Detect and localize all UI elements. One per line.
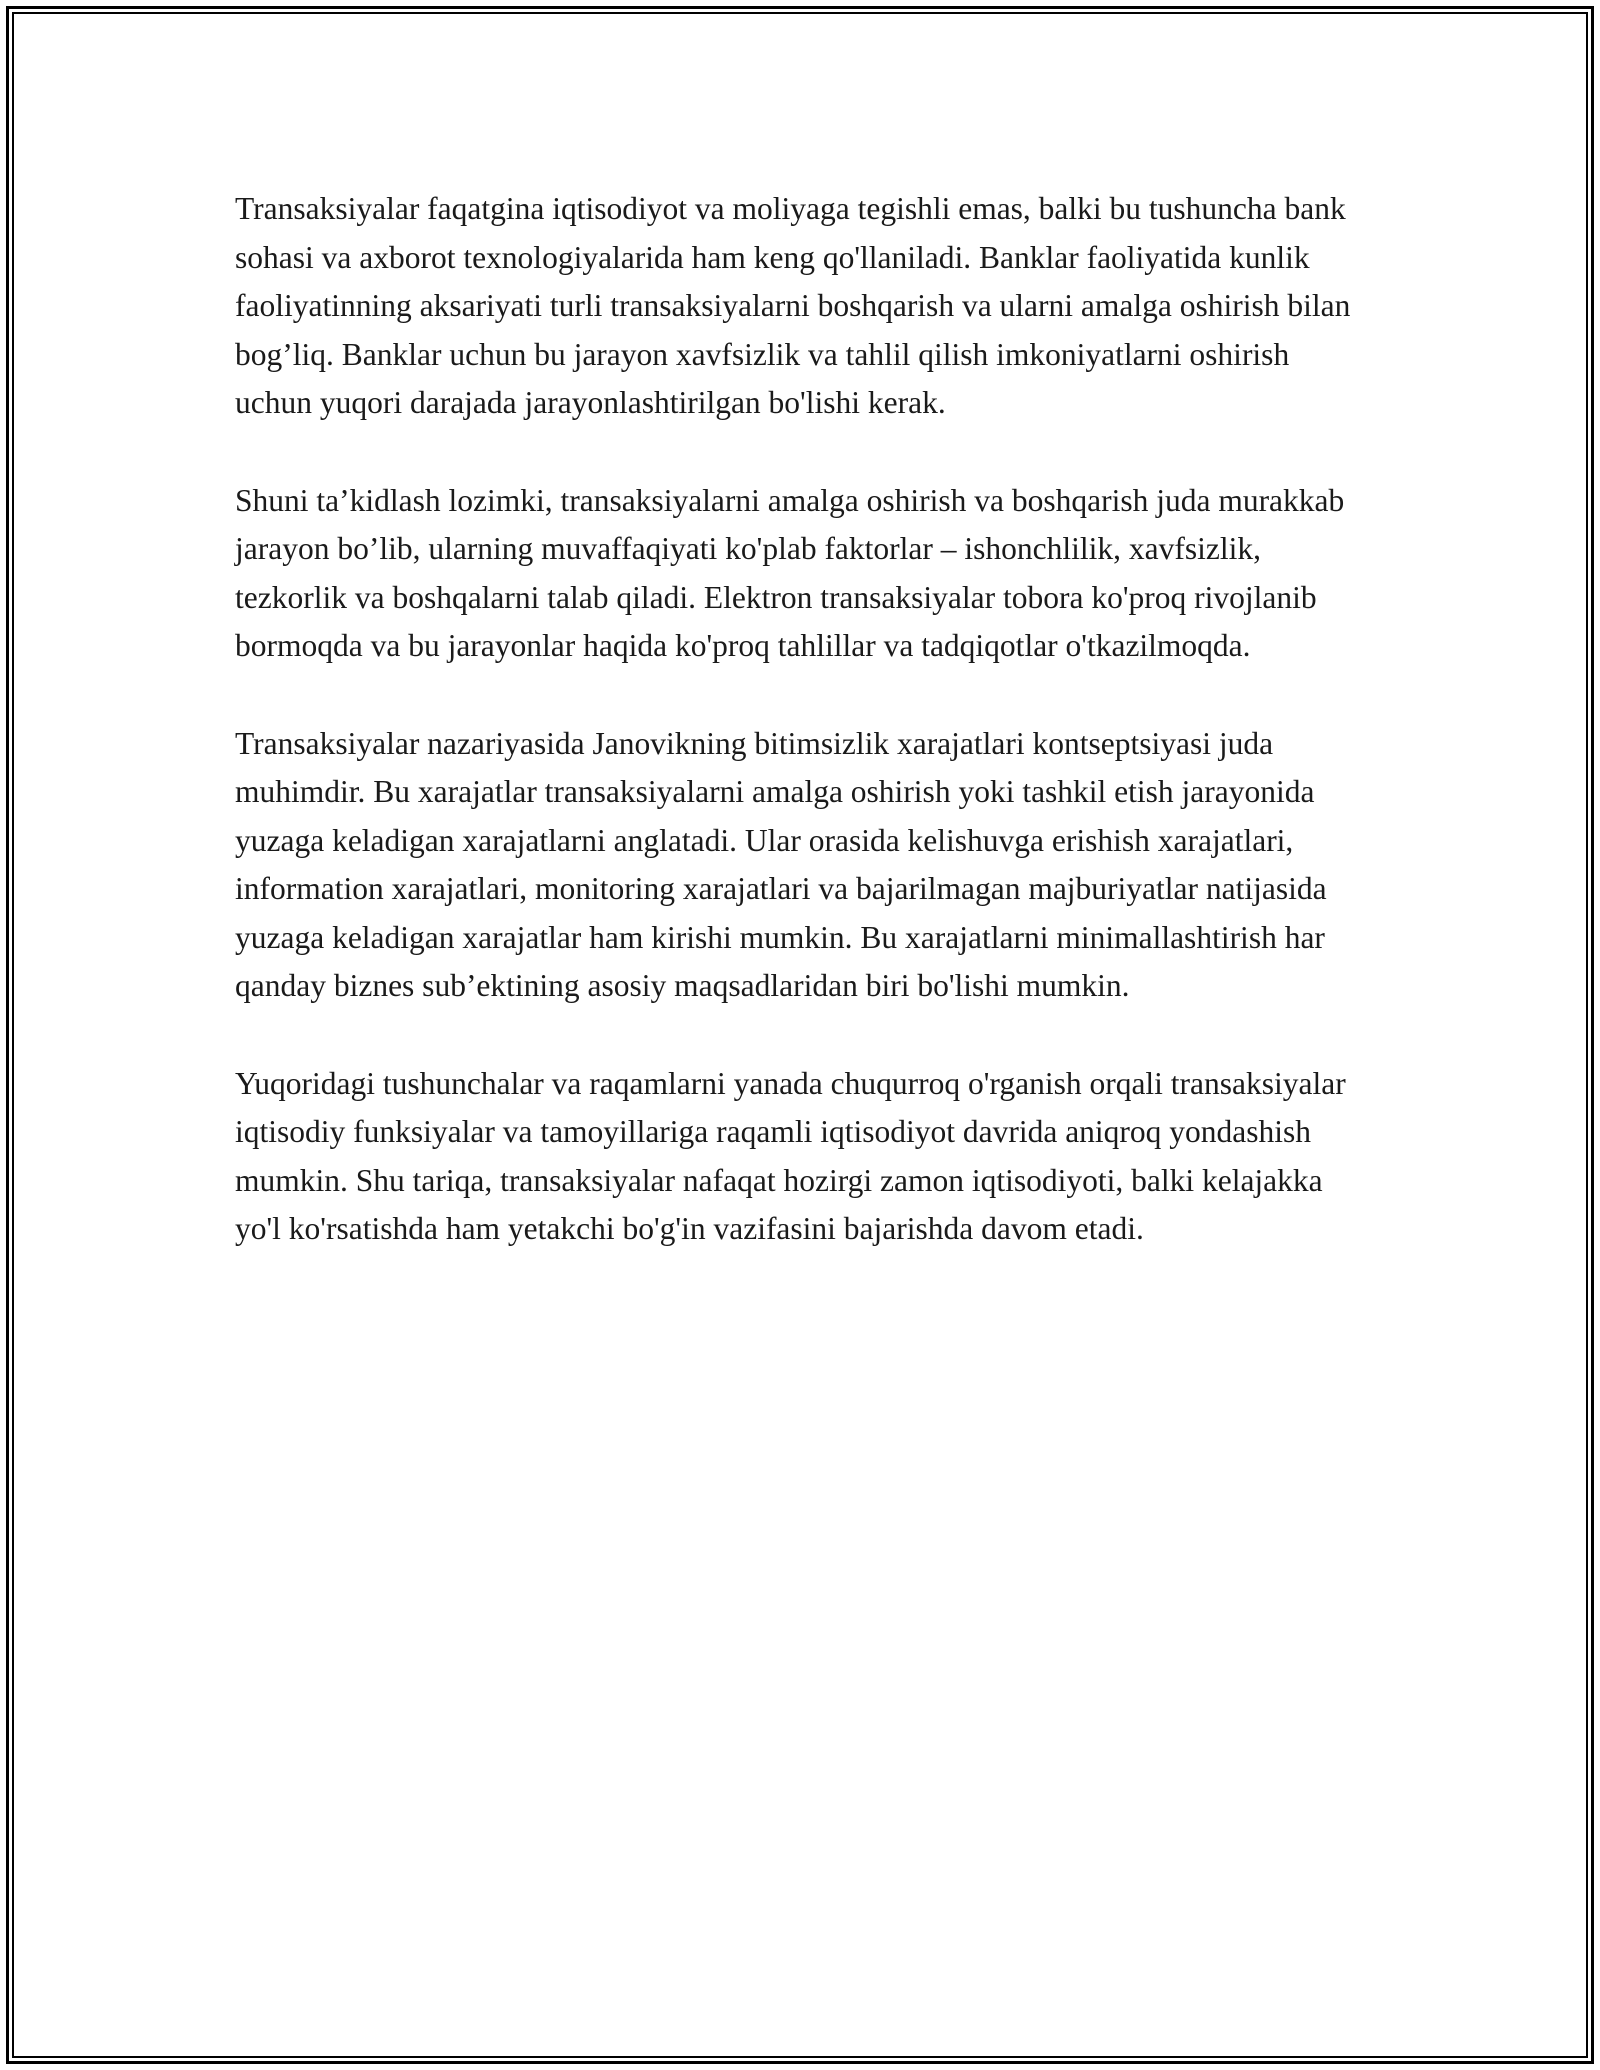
paragraph-1: Transaksiyalar faqatgina iqtisodiyot va moliyaga tegishli emas, balki bu tushuncha bank sohasi va axborot texnologiyalarida ham keng qo'llaniladi. Banklar faoliyatida kunlik faoliyatinning aksariyati turli transaksiyalarni boshqarish va ularni amalga oshirish bilan bog’liq. Banklar uchun bu jarayon xavfsizlik va tahlil qilish imkoniyatlarni oshirish uchun yuqori darajada jarayonlashtirilgan bo'lishi kerak.	[235, 191, 1351, 420]
paragraph-3: Transaksiyalar nazariyasida Janovikning bitimsizlik xarajatlari kontseptsiyasi juda muhimdir. Bu xarajatlar transaksiyalarni amalga oshirish yoki tashkil etish jarayonida yuzaga keladigan xarajatlarni anglatadi. Ular orasida kelishuvga erishish xarajatlari, information xarajatlari, monitoring xarajatlari va bajarilmagan majburiyatlar natijasida yuzaga keladigan xarajatlar ham kirishi mumkin. Bu xarajatlarni minimallashtirish har qanday biznes sub’ektining asosiy maqsadlaridan biri bo'lishi mumkin.	[235, 725, 1327, 1003]
document-body	[235, 185, 1370, 1303]
paragraph-2: Shuni ta’kidlash lozimki, transaksiyalarni amalga oshirish va boshqarish juda murakkab jarayon bo’lib, ularning muvaffaqiyati ko'plab faktorlar – ishonchlilik, xavfsizlik, tezkorlik va boshqalarni talab qiladi. Elektron transaksiyalar tobora ko'proq rivojlanib bormoqda va bu jarayonlar haqida ko'proq tahlillar va tadqiqotlar o'tkazilmoqda.	[235, 482, 1345, 663]
paragraph-4: Yuqoridagi tushunchalar va raqamlarni yanada chuqurroq o'rganish orqali transaksiyalar iqtisodiy funksiyalar va tamoyillariga raqamli iqtisodiyot davrida aniqroq yondashish mumkin. Shu tariqa, transaksiyalar nafaqat hozirgi zamon iqtisodiyoti, balki kelajakka yo'l ko'rsatishda ham yetakchi bo'g'in vazifasini bajarishda davom etadi.	[235, 1065, 1346, 1246]
